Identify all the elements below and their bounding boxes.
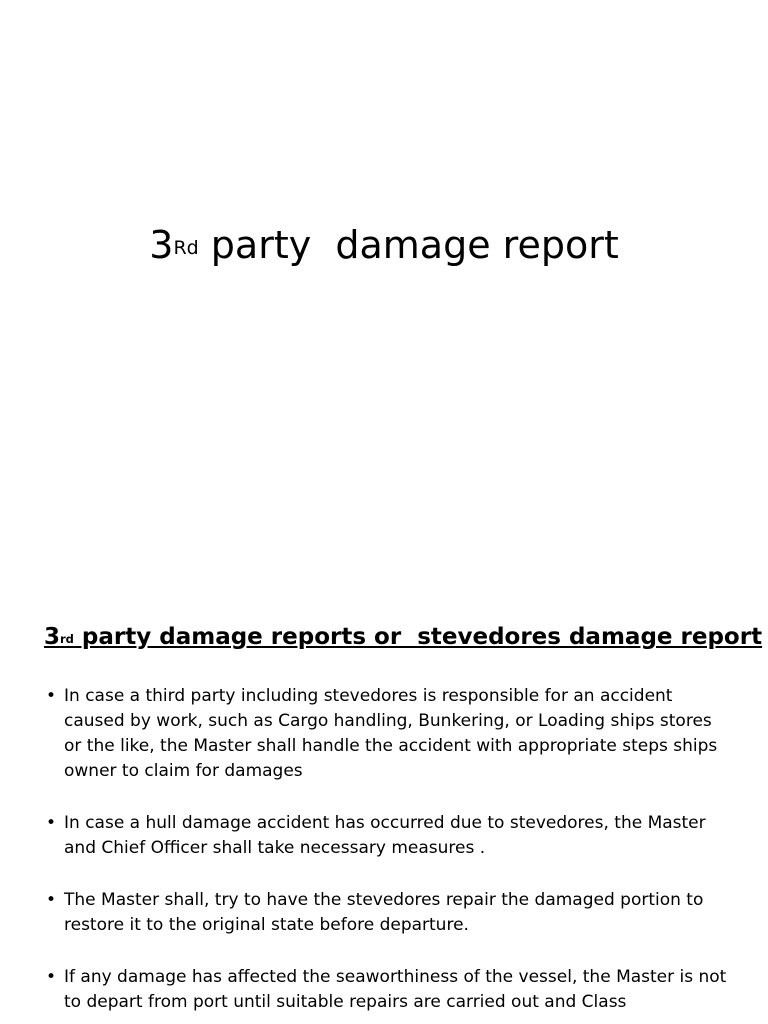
bullet-dot-icon: • <box>46 813 57 833</box>
bullet-item <box>44 684 734 784</box>
bullet-item <box>44 965 734 1015</box>
heading-superscript: rd <box>60 631 74 646</box>
bullet-text: In case a hull damage accident has occurred due to stevedores, the Master and Chief Officer shall take necessary measures . <box>64 813 706 858</box>
bullet-item <box>44 888 734 938</box>
title-superscript: Rd <box>173 236 199 259</box>
content-slide <box>0 576 768 1024</box>
bullet-dot-icon: • <box>46 967 57 987</box>
bullet-text: The Master shall, try to have the stevedores repair the damaged portion to restore it to the original state before departure. <box>64 890 704 935</box>
title-number: 3 <box>149 223 174 267</box>
heading-text: party damage reports or stevedores damage report <box>73 624 763 650</box>
slide-title <box>0 222 768 268</box>
bullet-list <box>44 684 734 1024</box>
title-text: party damage report <box>198 223 619 267</box>
bullet-text: If any damage has affected the seaworthiness of the vessel, the Master is not to depart from port until suitable repairs are carried out and Class <box>64 967 727 1012</box>
bullet-text: In case a third party including stevedores is responsible for an accident caused by work, such as Cargo handling, Bunkering, or Loading ships stores or the like, the Master shall handle the accident with appropriate steps ships owner to claim for damages <box>64 686 718 781</box>
bullet-item <box>44 811 734 861</box>
bullet-dot-icon: • <box>46 890 57 910</box>
content-heading <box>44 622 763 652</box>
heading-number: 3 <box>44 624 61 650</box>
bullet-dot-icon: • <box>46 686 57 706</box>
